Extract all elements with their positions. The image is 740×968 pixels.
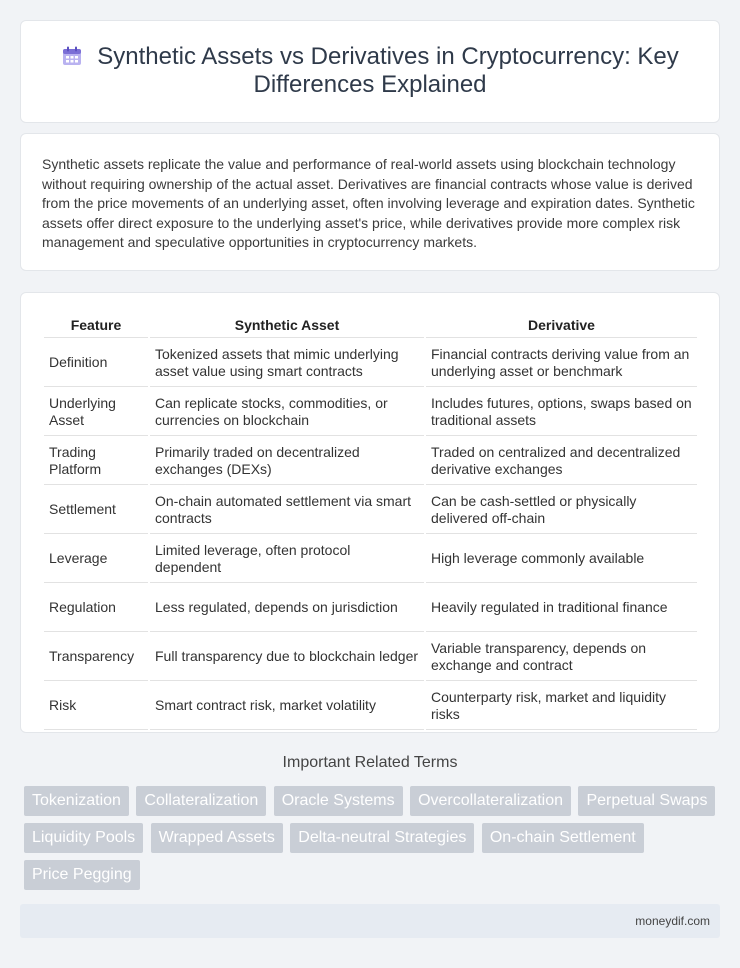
footer [20, 904, 720, 938]
row-synthetic: Can replicate stocks, commodities, or currencies on blockchain [150, 389, 424, 436]
table-row [44, 340, 697, 387]
row-feature: Definition [44, 340, 148, 387]
row-synthetic: Tokenized assets that mimic underlying asset value using smart contracts [150, 340, 424, 387]
term-tag-collateralization[interactable]: Collateralization [136, 786, 266, 816]
title-card [20, 20, 720, 123]
term-tag-liquidity-pools[interactable]: Liquidity Pools [24, 823, 143, 853]
row-synthetic: Primarily traded on decentralized exchanges (DEXs) [150, 438, 424, 485]
table-row [44, 683, 697, 730]
comparison-card [20, 292, 720, 733]
footer-site-link[interactable]: moneydif.com [635, 914, 710, 928]
term-tag-overcollateralization[interactable]: Overcollateralization [410, 786, 571, 816]
table-row [44, 536, 697, 583]
comparison-table [42, 310, 699, 732]
page-title: Synthetic Assets vs Derivatives in Cryptocurrency: Key Differences Explained [97, 43, 679, 98]
row-feature: Underlying Asset [44, 389, 148, 436]
row-derivative: Heavily regulated in traditional finance [426, 585, 697, 632]
related-terms-list [24, 786, 724, 897]
table-row [44, 487, 697, 534]
table-row [44, 389, 697, 436]
row-derivative: Includes futures, options, swaps based on traditional assets [426, 389, 697, 436]
row-feature: Settlement [44, 487, 148, 534]
row-synthetic: Less regulated, depends on jurisdiction [150, 585, 424, 632]
row-derivative: Traded on centralized and decentralized derivative exchanges [426, 438, 697, 485]
term-tag-oracle-systems[interactable]: Oracle Systems [274, 786, 403, 816]
row-synthetic: Limited leverage, often protocol dependent [150, 536, 424, 583]
related-terms-title: Important Related Terms [282, 754, 458, 771]
table-row [44, 634, 697, 681]
term-tag-on-chain-settlement[interactable]: On-chain Settlement [482, 823, 644, 853]
intro-paragraph: Synthetic assets replicate the value and performance of real-world assets using blockchain technology without requiring ownership of the actual asset. Derivatives are financial contracts whose value is derived from the price movements of an underlying asset, often involving leverage and expiration dates. Synthetic assets offer direct exposure to the underlying asset's price, while derivatives provide more complex risk management and speculative opportunities in cryptocurrency markets. [42, 156, 695, 250]
row-derivative: Financial contracts deriving value from an underlying asset or benchmark [426, 340, 697, 387]
header-synthetic-asset: Synthetic Asset [150, 312, 424, 338]
table-row [44, 438, 697, 485]
row-synthetic: On-chain automated settlement via smart contracts [150, 487, 424, 534]
title-wrap [61, 43, 679, 99]
row-feature: Trading Platform [44, 438, 148, 485]
term-tag-tokenization[interactable]: Tokenization [24, 786, 129, 816]
term-tag-perpetual-swaps[interactable]: Perpetual Swaps [578, 786, 715, 816]
header-derivative: Derivative [426, 312, 697, 338]
row-synthetic: Smart contract risk, market volatility [150, 683, 424, 730]
row-derivative: Counterparty risk, market and liquidity risks [426, 683, 697, 730]
row-derivative: Can be cash-settled or physically delivered off-chain [426, 487, 697, 534]
term-tag-delta-neutral-strategies[interactable]: Delta-neutral Strategies [290, 823, 474, 853]
row-feature: Regulation [44, 585, 148, 632]
intro-card [20, 133, 720, 271]
row-synthetic: Full transparency due to blockchain ledger [150, 634, 424, 681]
term-tag-wrapped-assets[interactable]: Wrapped Assets [151, 823, 283, 853]
row-feature: Transparency [44, 634, 148, 681]
row-derivative: Variable transparency, depends on exchange and contract [426, 634, 697, 681]
row-feature: Risk [44, 683, 148, 730]
term-tag-price-pegging[interactable]: Price Pegging [24, 860, 140, 890]
row-derivative: High leverage commonly available [426, 536, 697, 583]
row-feature: Leverage [44, 536, 148, 583]
table-header-row [44, 312, 697, 338]
table-row [44, 585, 697, 632]
header-feature: Feature [44, 312, 148, 338]
calendar-icon [61, 45, 83, 67]
